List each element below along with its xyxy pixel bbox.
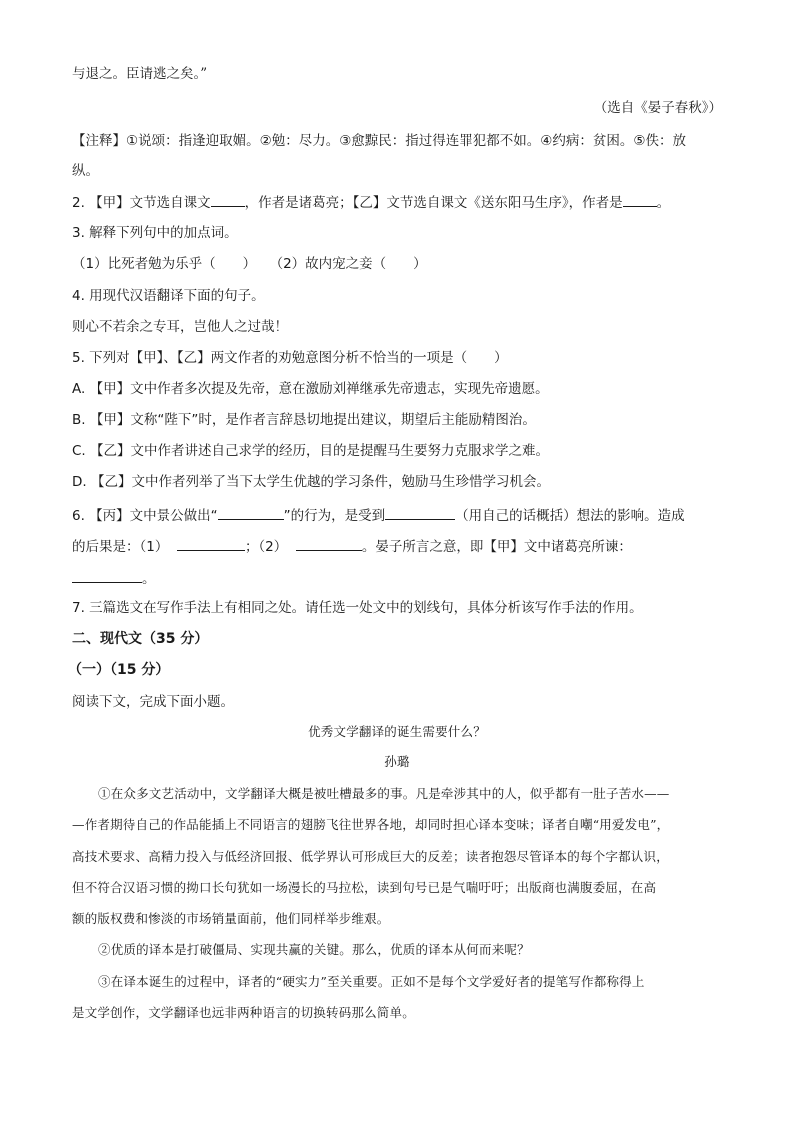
answer-blank[interactable] (211, 192, 245, 207)
q6-text-g: 。 (142, 571, 156, 587)
notes-line-1: 【注释】①说颂：指逢迎取媚。②勉：尽力。③愈黥民：指过得连罪犯都不如。④约病：贫困。⑤佚：放 (72, 133, 687, 149)
q6-text-f: 。晏子所言之意，即【甲】文中诸葛亮所谏： (361, 539, 632, 555)
article-author: 孙璐 (384, 754, 410, 769)
answer-blank[interactable] (623, 192, 657, 207)
answer-blank[interactable] (218, 505, 284, 520)
reading-instruction: 阅读下文，完成下面小题。 (72, 694, 234, 710)
question-7: 7. 三篇选文在写作手法上有相同之处。请任选一处文中的划线句，具体分析该写作手法的作用。 (72, 600, 643, 616)
question-3-items: （1）比死者勉为乐乎（ ） （2）故内宠之妾（ ） (72, 256, 427, 272)
question-6-line-3 (72, 568, 722, 589)
option-d: D. 【乙】文中作者列举了当下太学生优越的学习条件，勉励马生珍惜学习机会。 (72, 474, 550, 490)
q6-text-c: （用自己的话概括）想法的影响。造成 (455, 508, 685, 524)
paragraph-1-line-2: —作者期待自己的作品能插上不同语言的翅膀飞往世界各地，却同时担心译本变味；译者自嘲“用爱发电”， (72, 817, 670, 832)
question-4-sentence: 则心不若余之专耳，岂他人之过哉！ (72, 319, 288, 335)
q6-text-e: ；（2） (244, 539, 288, 555)
answer-blank[interactable] (296, 536, 362, 551)
question-3: 3. 解释下列句中的加点词。 (72, 225, 238, 241)
paragraph-2: ②优质的译本是打破僵局、实现共赢的关键。那么，优质的译本从何而来呢？ (98, 942, 530, 957)
q2-text-c: 。 (656, 195, 671, 211)
question-5: 5. 下列对【甲】、【乙】两文作者的劝勉意图分析不恰当的一项是（ ） (72, 350, 508, 366)
section-heading: 二、现代文（35 分） (72, 631, 209, 647)
q6-text-a: 6. 【丙】文中景公做出“ (72, 508, 218, 524)
paragraph-1-line-4: 但不符合汉语习惯的拗口长句犹如一场漫长的马拉松，读到句号已是气喘吁吁；出版商也满腹委屈，在高 (72, 880, 657, 895)
q2-text-a: 2. 【甲】文节选自课文 (72, 195, 211, 211)
option-c: C. 【乙】文中作者讲述自己求学的经历，目的是提醒马生要努力克服求学之难。 (72, 443, 550, 459)
paragraph-1-line-5: 额的版权费和惨淡的市场销量面前，他们同样举步维艰。 (72, 911, 390, 926)
q2-text-b: ，作者是诸葛亮；【乙】文节选自课文《送东阳马生序》，作者是 (244, 195, 623, 211)
paragraph-3-line-1: ③在译本诞生的过程中，译者的“硬实力”至关重要。正如不是每个文学爱好者的提笔写作都称得上 (98, 974, 645, 989)
q6-text-d: 的后果是：（1） (72, 539, 169, 555)
paragraph-3-line-2: 是文学创作，文学翻译也远非两种语言的切换转码那么简单。 (72, 1005, 415, 1020)
source-citation: （选自《晏子春秋》） (593, 100, 722, 116)
answer-blank[interactable] (385, 505, 455, 520)
question-4: 4. 用现代汉语翻译下面的句子。 (72, 288, 265, 304)
answer-blank[interactable] (177, 536, 245, 551)
option-a: A. 【甲】文中作者多次提及先帝，意在激励刘禅继承先帝遗志，实现先帝遗愿。 (72, 381, 549, 397)
paragraph-1-line-1: ①在众多文艺活动中，文学翻译大概是被吐槽最多的事。凡是牵涉其中的人，似乎都有一肚子苦水—— (98, 786, 670, 801)
passage-end-line: 与退之。臣请逃之矣。” (72, 66, 208, 82)
notes-line-2: 纵。 (72, 163, 99, 179)
question-6-line-2 (72, 536, 722, 557)
paragraph-1-line-3: 高技术要求、高精力投入与低经济回报、低学界认可形成巨大的反差；读者抱怨尽管译本的每个字都认识， (72, 849, 669, 864)
answer-blank[interactable] (72, 568, 142, 583)
article-title: 优秀文学翻译的诞生需要什么？ (308, 724, 486, 739)
question-2 (72, 192, 722, 213)
question-6-line-1 (72, 505, 722, 526)
q6-text-b: ”的行为，是受到 (283, 508, 386, 524)
subsection-heading: （一）（15 分） (68, 662, 170, 678)
option-b: B. 【甲】文称“陛下”时，是作者言辞恳切地提出建议，期望后主能励精图治。 (72, 412, 536, 428)
